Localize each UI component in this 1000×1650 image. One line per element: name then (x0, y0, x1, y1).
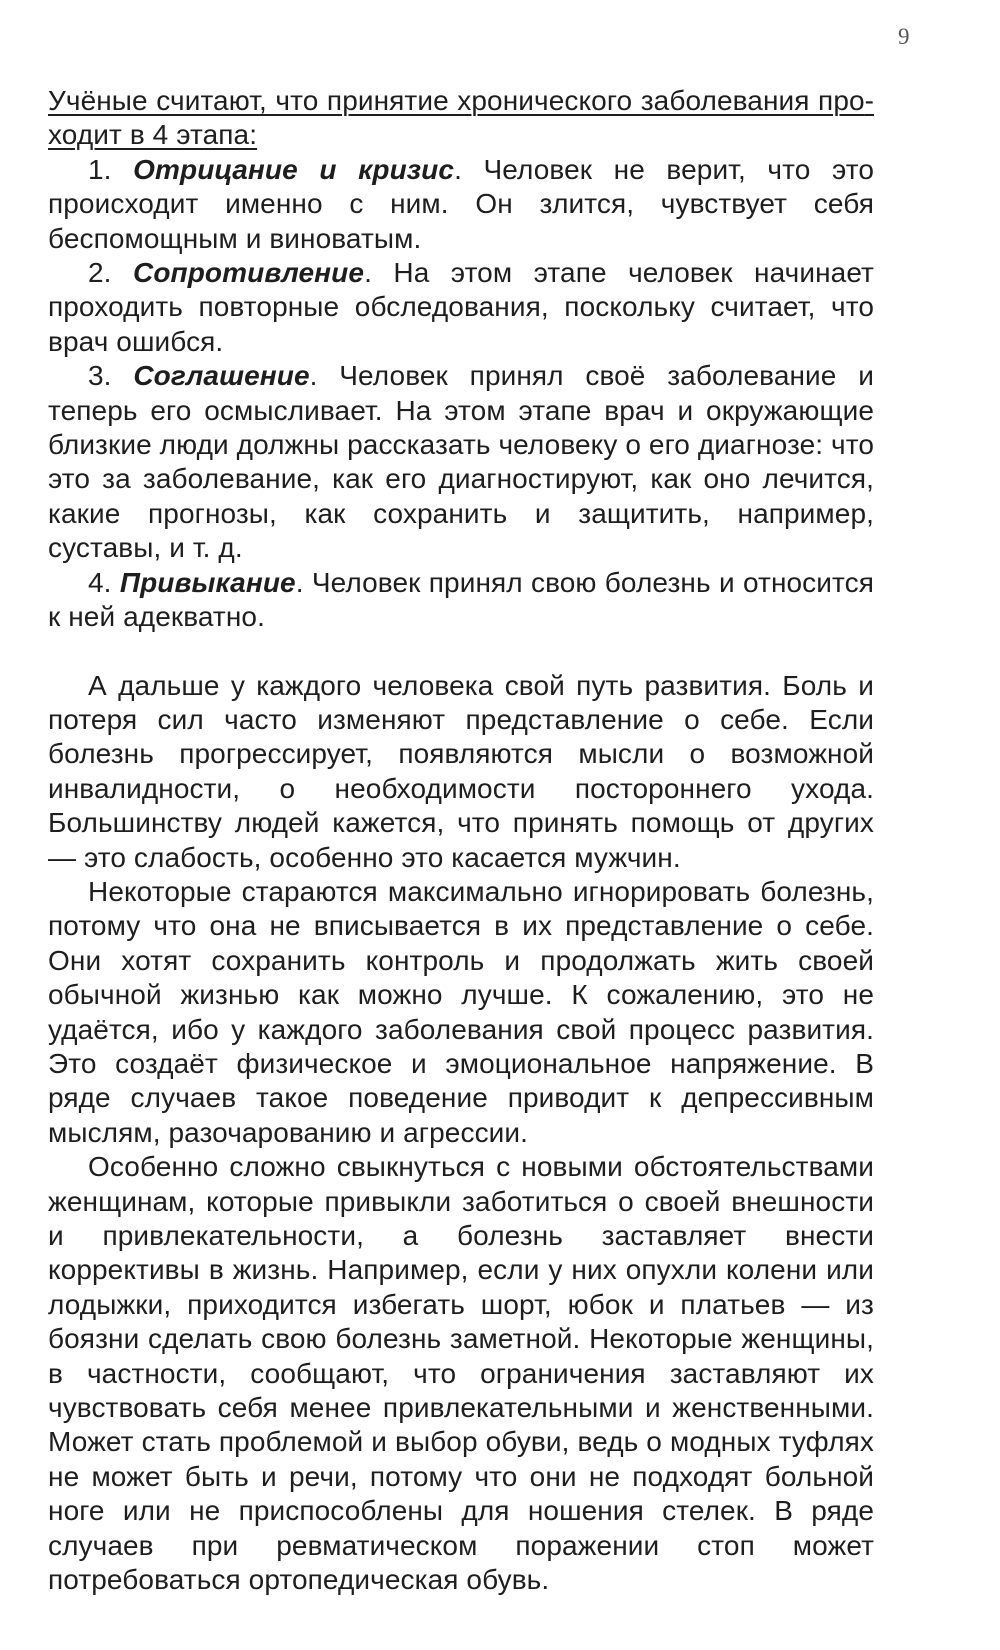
stage-3 (48, 359, 874, 565)
body-paragraph-2: Некоторые стараются максимально игнорировать болезнь, потому что она не вписывается в их представление о себе. Они хотят сохранить контроль и продолжать жить своей обычной жизнью как можно лучше. К сожалению, это не удаётся, ибо у каждого заболевания свой процесс развития. Это создаёт физическое и эмоциональное напряжение. В ряде случаев такое поведение приводит к депрессивным мыслям, разочарованию и агрессии. (48, 875, 874, 1148)
stage-text: . На этом этапе человек начинает проходить повторные обследования, поскольку считает, что врач ошибся. (48, 257, 874, 357)
stage-1 (48, 153, 874, 256)
stage-text: . Человек принял свою болезнь и относится к ней адекватно. (48, 566, 874, 633)
stage-number: 2. (88, 257, 112, 289)
stage-term: Соглашение (133, 360, 310, 392)
paragraph-gap (48, 635, 874, 669)
page-number: 9 (898, 24, 910, 49)
stage-2 (48, 256, 874, 359)
stage-term: Сопротивление (133, 257, 365, 289)
stage-4 (48, 566, 874, 635)
stage-text: . Человек принял своё заболевание и теперь его осмысливает. На этом этапе врач и окружающие близкие люди должны рассказать человеку о его диагнозе: что это за заболевание, как его диагностируют, как оно лечится, какие прогнозы, как сохранить и защитить, например, суставы, и т. д. (48, 360, 874, 564)
intro-paragraph: Учёные считают, что принятие хронического заболевания проходит в 4 этапа: (48, 85, 874, 151)
stage-term: Привыкание (119, 566, 296, 598)
stage-number: 4. (88, 566, 112, 598)
stage-number: 3. (88, 360, 112, 392)
body-paragraph-3: Особенно сложно свыкнуться с новыми обстоятельствами женщинам, которые привыкли заботиться о своей внешности и привлекательности, а болезнь заставляет внести коррективы в жизнь. Например, если у них опухли колени или лодыжки, приходится избегать шорт, юбок и платьев — из боязни сделать свою болезнь заметной. Некоторые женщины, в частности, сообщают, что ограничения заставляют их чувствовать себя менее привлекательными и женственными. Может стать проблемой и выбор обуви, ведь о модных туфлях не может быть и речи, потому что они не подходят больной ноге или не приспособлены для ношения стелек. В ряде случаев при ревматическом поражении стоп может потребоваться ортопедическая обувь. (48, 1151, 874, 1596)
stage-term: Отрицание и кризис (133, 153, 455, 185)
stage-text: . Человек не верит, что это происходит именно с ним. Он злится, чувствует себя беспомощным и виноватым. (48, 153, 875, 254)
body-paragraph-1: А дальше у каждого человека свой путь развития. Боль и потеря сил часто изменяют представление о себе. Если болезнь прогрессирует, появляются мысли о возможной инвалидности, о необходимости постороннего ухода. Большинству людей кажется, что принять помощь от других — это слабость, особенно это касается мужчин. (48, 669, 874, 873)
page-body (48, 84, 874, 1597)
stage-number: 1. (88, 153, 112, 185)
